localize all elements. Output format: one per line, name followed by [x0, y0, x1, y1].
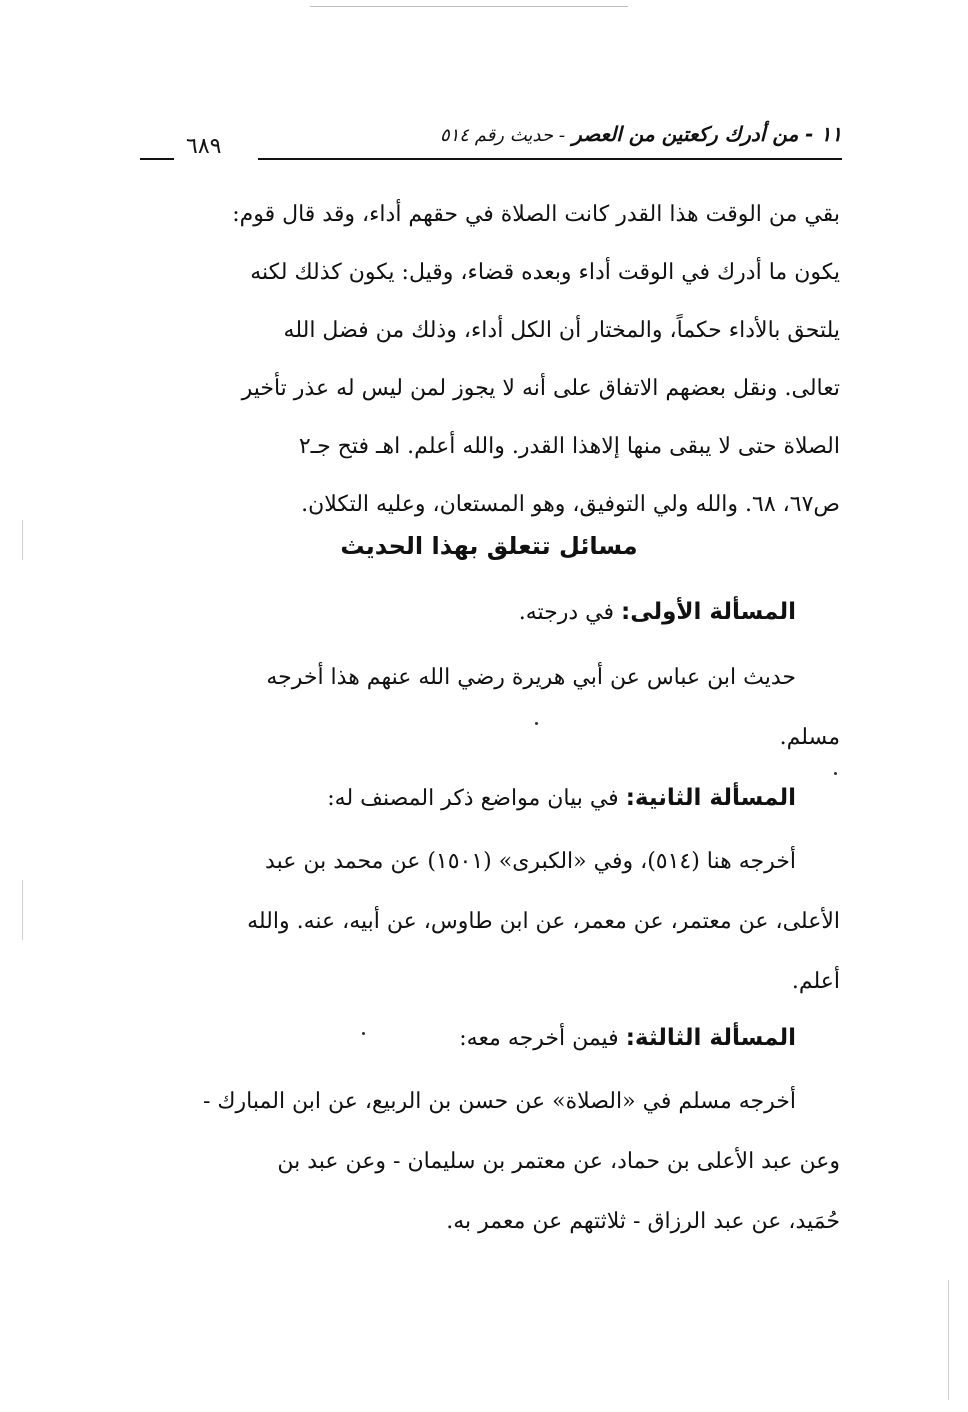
text-line: أخرجه مسلم في «الصلاة» عن حسن بن الربيع، عن ابن المبارك - [203, 1089, 796, 1114]
scan-speck [362, 1032, 365, 1035]
text-line: حُمَيد، عن عبد الرزاق - ثلاثتهم عن معمر به. [446, 1209, 840, 1234]
text-line: بقي من الوقت هذا القدر كانت الصلاة في حقهم أداء، وقد قال قوم: [232, 202, 840, 227]
page-number-dash [140, 158, 174, 160]
intro-paragraph [138, 186, 840, 534]
page-number: ٦٨٩ [186, 134, 222, 159]
issue-label: المسألة الثالثة: [625, 1025, 796, 1051]
issue-topic: في بيان مواضع ذكر المصنف له: [327, 786, 619, 811]
header-title [440, 122, 842, 146]
scan-speck [535, 722, 538, 725]
text-line: تعالى. ونقل بعضهم الاتفاق على أنه لا يجوز لمن ليس له عذر تأخير [241, 376, 840, 401]
issue-heading-2 [138, 776, 840, 821]
issue-3-paragraph [138, 1072, 840, 1252]
text-line: أعلم. [791, 969, 840, 994]
issue-topic: فيمن أخرجه معه: [459, 1026, 619, 1051]
text-line: وعن عبد الأعلى بن حماد، عن معتمر بن سليمان - وعن عبد بن [277, 1149, 840, 1174]
scan-edge-mark [948, 1280, 949, 1400]
top-edge-rule [310, 6, 628, 7]
issue-2-paragraph [138, 832, 840, 1012]
scan-edge-mark [22, 880, 23, 940]
text-line: يكون ما أدرك في الوقت أداء وبعده قضاء، وقيل: يكون كذلك لكنه [250, 260, 840, 285]
section-heading: مسائل تتعلق بهذا الحديث [340, 532, 638, 560]
scan-speck [834, 772, 837, 775]
scan-edge-mark [22, 520, 23, 560]
text-line: الأعلى، عن معتمر، عن معمر، عن ابن طاوس، عن أبيه، عنه. والله [247, 909, 840, 934]
chapter-title: ١١ - من أدرك ركعتين من العصر [572, 122, 842, 146]
issue-label: المسألة الثانية: [625, 785, 796, 811]
text-line: أخرجه هنا (٥١٤)، وفي «الكبرى» (١٥٠١) عن محمد بن عبد [265, 849, 796, 874]
header-rule [258, 158, 842, 160]
text-line: الصلاة حتى لا يبقى منها إلاهذا القدر. والله أعلم. اهـ فتح جـ٢ [298, 434, 840, 459]
running-header [140, 120, 842, 168]
issue-heading-1 [138, 590, 840, 635]
text-line: يلتحق بالأداء حكماً، والمختار أن الكل أداء، وذلك من فضل الله [283, 318, 840, 343]
issue-heading-3 [138, 1016, 840, 1061]
issue-topic: في درجته. [518, 600, 615, 625]
text-line: ص٦٧، ٦٨. والله ولي التوفيق، وهو المستعان، وعليه التكلان. [301, 492, 840, 517]
hadith-number: - حديث رقم ٥١٤ [439, 125, 566, 146]
text-line: حديث ابن عباس عن أبي هريرة رضي الله عنهم هذا أخرجه [266, 665, 796, 690]
issue-1-paragraph [138, 648, 840, 768]
text-line: مسلم. [779, 725, 840, 750]
issue-label: المسألة الأولى: [621, 599, 796, 625]
